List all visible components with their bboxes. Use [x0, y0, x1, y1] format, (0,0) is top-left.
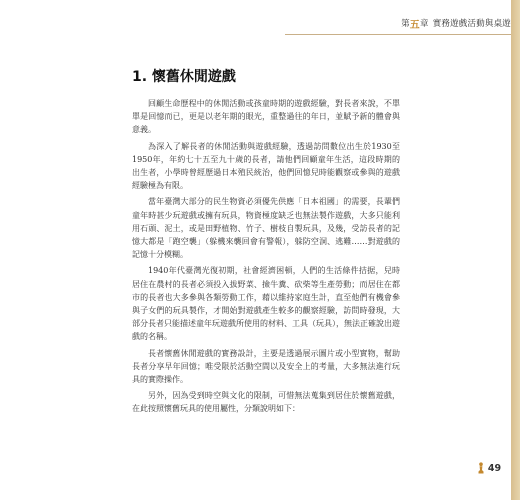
- paragraph-5: 長者懷舊休閒遊戲的實務設計，主要是透過展示圖片或小型實物，幫助長者分享早年回憶；唯受限於活動空間以及安全上的考量，大多無法進行玩具的實際操作。: [132, 348, 400, 385]
- page-edge-band: [511, 0, 520, 500]
- header-rule: [285, 34, 511, 35]
- chapter-title: 實務遊戲活動與桌遊: [432, 19, 511, 29]
- paragraph-2: 為深入了解長者的休閒活動與遊戲經驗，透過訪問數位出生於1930至1950年，年約七十五至九十歲的長者，請他們回顧童年生活，這段時期的出生者，小學時曾經歷過日本殖民統治，他們回憶兒時能觀察或參與的遊戲經驗極為有限。: [132, 141, 400, 191]
- paragraph-3: 當年臺灣大部分的民生物資必須優先供應「日本祖國」的需要，長輩們童年時甚少玩遊戲或擁有玩具，物資極度缺乏也無法製作遊戲，大多只能利用石頭、泥土，或是田野植物、竹子、樹枝自製玩具，及幾，受訪長者的記憶大都是「跑空襲」（躲機來襲回會有警報），躲防空洞、逃難……對遊戲的記憶十分模糊。: [132, 197, 400, 260]
- chapter-prefix: 第: [401, 19, 410, 29]
- paragraph-4: 1940年代臺灣光復初期，社會經濟困頓，人們的生活條件拮据，兒時居住在農村的長者必須投入拔野菜、撿牛糞、砍柴等生產勞動；而居住在都市的長者也大多參與各類勞動工作，藉以維持家庭生計，直至他們有機會參與子女們的玩具製作，才開始對遊戲產生較多的觀察經驗，訪問時發現，大部分長者只能描述童年玩遊戲所使用的材料、工具（玩具），無法正確說出遊戲的名稱。: [132, 266, 400, 342]
- body-text: [132, 97, 400, 419]
- paragraph-6: 另外，因為受到時空與文化的限制，可惜無法蒐集到居住於懷舊遊戲，在此按照懷舊玩具的使用屬性，分類說明如下：: [132, 391, 400, 414]
- page-footer: [473, 462, 505, 474]
- chapter-number: 五: [409, 19, 420, 31]
- paragraph-1: 回顧生命歷程中的休閒活動或孩童時期的遊戲經驗，對長者來說，不單單是回憶而已，更是以老年期的眼光，重整過往的年日，並賦予新的體會與意義。: [132, 99, 400, 135]
- running-header: [285, 14, 511, 32]
- chapter-suffix: 章: [419, 19, 429, 29]
- chess-pawn-icon: [477, 462, 485, 474]
- page-number: 49: [487, 462, 502, 474]
- section-title: 1. 懷舊休閒遊戲: [132, 69, 236, 85]
